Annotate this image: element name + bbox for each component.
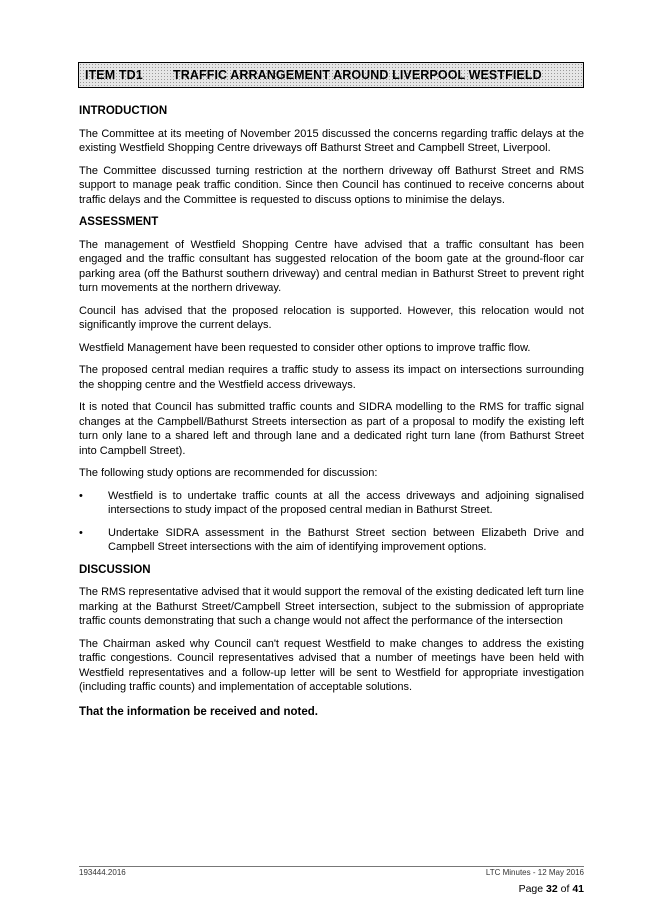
assessment-paragraph: The following study options are recommended for discussion: bbox=[79, 467, 378, 479]
assessment-paragraph: Council has advised that the proposed relocation is supported. However, this relocation would not significantly improve the current delays. bbox=[79, 304, 584, 331]
list-item bbox=[79, 526, 584, 555]
assessment-paragraph: It is noted that Council has submitted traffic counts and SIDRA modelling to the RMS for traffic signal changes at the Campbell/Bathurst Streets intersection as part of a proposal to modify the existing left turn only lane to a shared left and through lane and a dedicated right turn lane (from Bathurst Street into Campbell Street). bbox=[79, 401, 584, 457]
page-total: 41 bbox=[572, 883, 584, 895]
page-number bbox=[519, 883, 584, 895]
footer-doc-ref: 193444.2016 bbox=[79, 868, 126, 877]
document-body bbox=[79, 104, 584, 719]
assessment-heading: ASSESSMENT bbox=[79, 216, 159, 228]
discussion-paragraph: The RMS representative advised that it would support the removal of the existing dedicated left turn line marking at the Bathurst Street/Campbell Street intersection, subject to the submission of appropriate traffic counts demonstrating that such a change would not affect the performance of the intersection bbox=[79, 586, 584, 627]
assessment-paragraph: The proposed central median requires a traffic study to assess its impact on intersections surrounding the shopping centre and the Westfield access driveways. bbox=[79, 364, 584, 391]
resolution-text: That the information be received and noted. bbox=[79, 705, 318, 718]
page-prefix: Page bbox=[518, 883, 544, 895]
item-header-bar bbox=[78, 62, 584, 88]
introduction-heading: INTRODUCTION bbox=[79, 105, 168, 117]
bullet-text: Westfield is to undertake traffic counts at all the access driveways and adjoining signalised intersections to study impact of the proposed central median in Bathurst Street. bbox=[108, 489, 584, 516]
discussion-paragraph: The Chairman asked why Council can't request Westfield to make changes to address the existing traffic congestions. Council representatives advised that a number of meetings have been held with Westfield representatives and a follow-up letter will be sent to Westfield for appropriate investigation (including traffic counts) and implementation of acceptable solutions. bbox=[79, 637, 584, 693]
introduction-paragraph: The Committee discussed turning restriction at the northern driveway off Bathurst Street and RMS support to manage peak traffic condition. Since then Council has continued to receive concerns about traffic delays and the Committee is requested to discuss options to minimise the delays. bbox=[79, 164, 584, 206]
assessment-paragraph: The management of Westfield Shopping Centre have advised that a traffic consultant has been engaged and the traffic consultant has suggested relocation of the boom gate at the ground-floor car parking area (off the Bathurst southern driveway) and central median in Bathurst Street to prevent right turn movements at the northern driveway. bbox=[79, 238, 584, 294]
assessment-paragraph: Westfield Management have been requested to consider other options to improve traffic flow. bbox=[79, 341, 531, 354]
bullet-icon: • bbox=[79, 526, 83, 539]
discussion-heading: DISCUSSION bbox=[79, 563, 151, 576]
bullet-icon: • bbox=[79, 489, 83, 502]
item-code: ITEM TD1 bbox=[85, 68, 143, 82]
study-options-list bbox=[79, 489, 584, 555]
item-title: TRAFFIC ARRANGEMENT AROUND LIVERPOOL WESTFIELD bbox=[173, 68, 542, 82]
bullet-text: Undertake SIDRA assessment in the Bathurst Street section between Elizabeth Drive and Campbell Street intersections with the aim of identifying improvement options. bbox=[108, 526, 584, 553]
page-current: 32 bbox=[546, 883, 558, 895]
footer-divider bbox=[79, 866, 584, 867]
list-item bbox=[79, 489, 584, 518]
introduction-paragraph: The Committee at its meeting of November 2015 discussed the concerns regarding traffic delays at the existing Westfield Shopping Centre driveways off Bathurst Street and Campbell Street, Liverpool. bbox=[79, 127, 584, 154]
footer-minutes-ref: LTC Minutes - 12 May 2016 bbox=[485, 868, 584, 877]
page-of: of bbox=[560, 883, 570, 895]
